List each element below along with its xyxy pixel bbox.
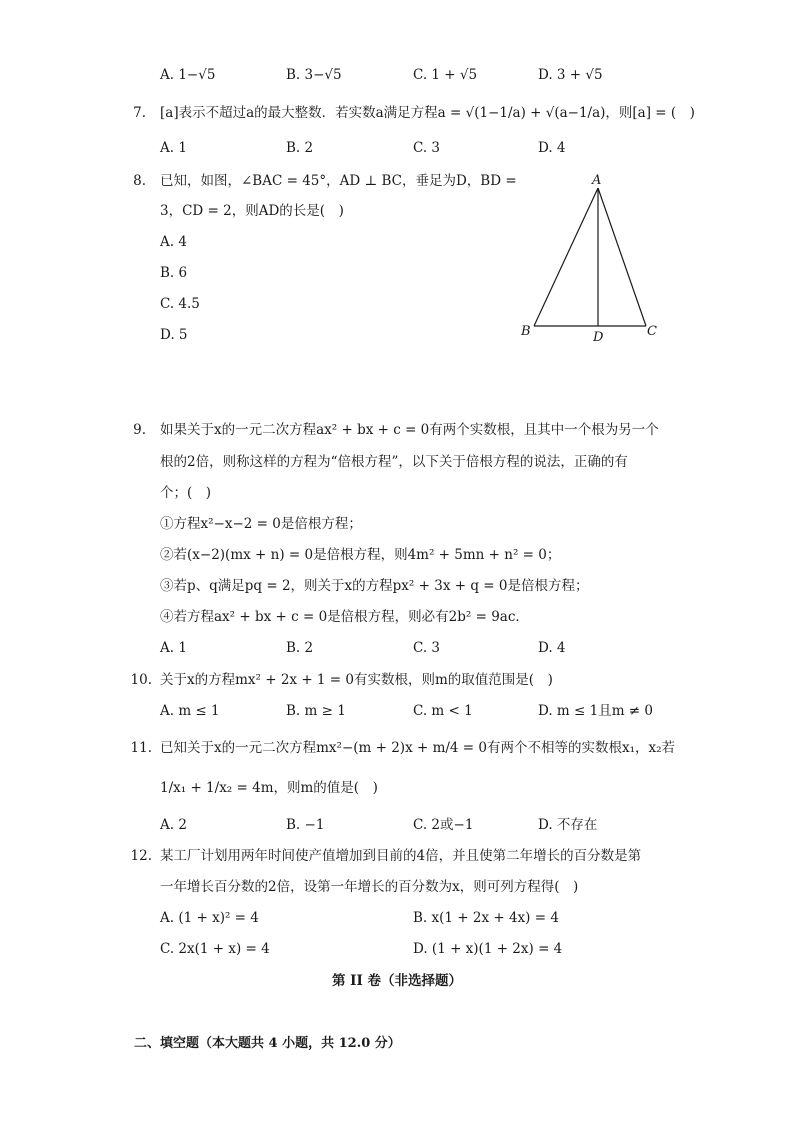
q8-option-c: C. 4.5	[160, 296, 200, 312]
q6-option-d: D. 3 + √5	[538, 67, 603, 83]
q11-stem-line1: 已知关于x的一元二次方程mx²−(m + 2)x + m/4 = 0有两个不相等的实数根x₁，x₂若	[160, 740, 676, 756]
q6-option-c: C. 1 + √5	[413, 67, 478, 83]
q9-option-c: C. 3	[413, 640, 441, 656]
q10-option-b: B. m ≥ 1	[286, 703, 346, 719]
q8-number: 8.	[133, 173, 146, 189]
q11-option-c: C. 2或−1	[413, 817, 474, 833]
q9-statement-2: ②若(x−2)(mx + n) = 0是倍根方程，则4m² + 5mn + n² = 0；	[160, 547, 561, 563]
vertex-label-d: D	[593, 330, 604, 345]
q9-statement-4: ④若方程ax² + bx + c = 0是倍根方程，则必有2b² = 9ac．	[160, 609, 529, 625]
part2-title: 第 II 卷（非选择题）	[331, 973, 463, 989]
q9-statement-1: ①方程x²−x−2 = 0是倍根方程；	[160, 516, 362, 532]
q6-option-b: B. 3−√5	[286, 67, 342, 83]
q9-statement-3: ③若p、q满足pq = 2，则关于x的方程px² + 3x + q = 0是倍根方程；	[160, 578, 589, 594]
q9-stem-line1: 如果关于x的一元二次方程ax² + bx + c = 0有两个实数根，且其中一个根为另一个	[160, 422, 659, 438]
section2-title: 二、填空题（本大题共 4 小题，共 12.0 分）	[134, 1036, 401, 1051]
q7-option-c: C. 3	[413, 140, 441, 156]
q7-stem: [a]表示不超过a的最大整数．若实数a满足方程a = √(1−1/a) + √(a−1/a)，则[a] = ( )	[160, 105, 695, 121]
q9-stem-line3: 个；( )	[160, 485, 212, 501]
q12-option-a: A. (1 + x)² = 4	[160, 910, 259, 926]
q8-option-b: B. 6	[160, 265, 188, 281]
q8-stem-line1: 已知，如图，∠BAC = 45°，AD ⊥ BC，垂足为D，BD =	[160, 173, 517, 189]
q10-option-a: A. m ≤ 1	[160, 703, 220, 719]
q12-stem-line2: 一年增长百分数的2倍，设第一年增长的百分数为x，则可列方程得( )	[160, 879, 579, 895]
q10-stem: 关于x的方程mx² + 2x + 1 = 0有实数根，则m的取值范围是( )	[160, 672, 553, 688]
q11-option-d: D. 不存在	[538, 817, 598, 833]
q11-option-a: A. 2	[160, 817, 187, 833]
q8-option-a: A. 4	[160, 234, 187, 250]
vertex-label-b: B	[521, 324, 531, 339]
q10-option-d: D. m ≤ 1且m ≠ 0	[538, 703, 653, 719]
q10-number: 10.	[130, 672, 152, 688]
q7-option-d: D. 4	[538, 140, 566, 156]
q9-option-a: A. 1	[160, 640, 187, 656]
q12-option-b: B. x(1 + 2x + 4x) = 4	[413, 910, 559, 926]
q7-option-a: A. 1	[160, 140, 187, 156]
vertex-label-a: A	[592, 173, 602, 188]
q8-option-d: D. 5	[160, 327, 188, 343]
q8-stem-line2: 3，CD = 2，则AD的长是( )	[160, 203, 344, 219]
q9-stem-line2: 根的2倍，则称这样的方程为“倍根方程”，以下关于倍根方程的说法，正确的有	[160, 454, 628, 470]
q9-option-d: D. 4	[538, 640, 566, 656]
q6-option-a: A. 1−√5	[160, 67, 216, 83]
q7-number: 7.	[133, 105, 146, 121]
q12-number: 12.	[130, 848, 152, 864]
q11-stem-line2: 1/x₁ + 1/x₂ = 4m，则m的值是( )	[160, 780, 378, 796]
q11-option-b: B. −1	[286, 817, 325, 833]
q12-option-d: D. (1 + x)(1 + 2x) = 4	[413, 941, 563, 957]
vertex-label-c: C	[647, 324, 657, 339]
side-ab	[534, 188, 598, 326]
q10-option-c: C. m < 1	[413, 703, 473, 719]
q8-triangle-figure	[510, 168, 670, 348]
q7-option-b: B. 2	[286, 140, 314, 156]
q12-option-c: C. 2x(1 + x) = 4	[160, 941, 270, 957]
q9-option-b: B. 2	[286, 640, 314, 656]
side-ac	[598, 188, 646, 326]
q11-number: 11.	[130, 740, 152, 756]
q9-number: 9.	[133, 422, 146, 438]
q12-stem-line1: 某工厂计划用两年时间使产值增加到目前的4倍，并且使第二年增长的百分数是第	[160, 848, 642, 864]
